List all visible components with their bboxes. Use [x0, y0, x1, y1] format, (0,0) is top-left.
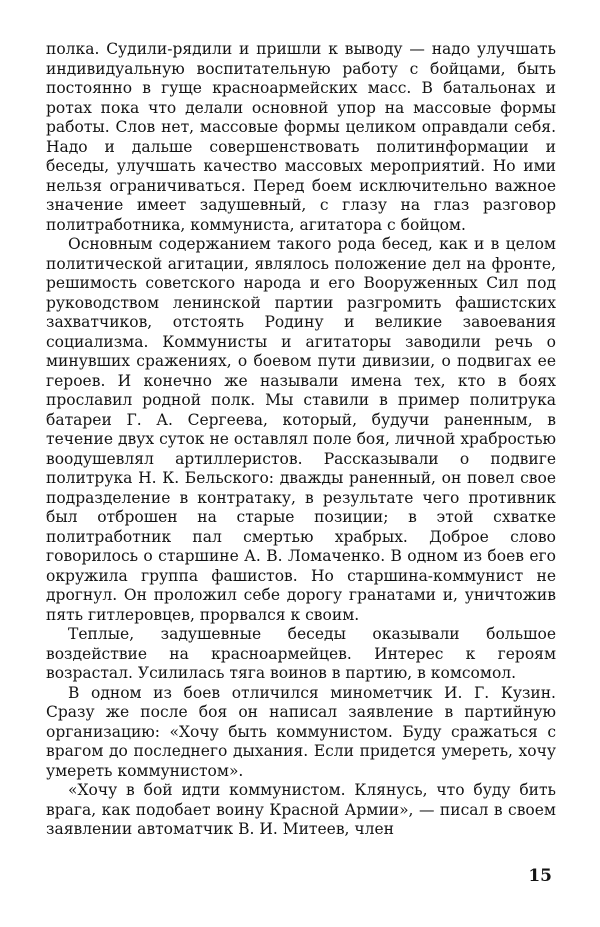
page-number: 15 [528, 866, 552, 886]
body-text [46, 40, 556, 840]
paragraph-1: полка. Судили-рядили и пришли к выводу — надо улучшать индивидуальную воспитательную работу с бойцами, быть постоянно в гуще красноармейских масс. В батальонах и ротах пока что делали основной упор на массовые формы работы. Слов нет, массовые формы целиком оправдали себя. Надо и дальше совершенствовать политинформации и беседы, улучшать качество массовых мероприятий. Но ими нельзя ограничиваться. Перед боем исключительно важное значение имеет задушевный, с глазу на глаз разговор политработника, коммуниста, агитатора с бойцом. [46, 40, 556, 234]
paragraph-5: «Хочу в бой идти коммунистом. Клянусь, что буду бить врага, как подобает воину Красной Армии», — писал в своем заявлении автоматчик В. И. Митеев, член [46, 781, 556, 838]
paragraph-3: Теплые, задушевные беседы оказывали большое воздействие на красноармейцев. Интерес к героям возрастал. Усилилась тяга воинов в партию, в комсомол. [46, 625, 556, 682]
paragraph-2: Основным содержанием такого рода бесед, как и в целом политической агитации, являлось положение дел на фронте, решимость советского народа и его Вооруженных Сил под руководством ленинской партии разгромить фашистских захватчиков, отстоять Родину и великие завоевания социализма. Коммунисты и агитаторы заводили речь о минувших сражениях, о боевом пути дивизии, о подвигах ее героев. И конечно же называли имена тех, кто в боях прославил родной полк. Мы ставили в пример политрука батареи Г. А. Сергеева, который, будучи раненным, в течение двух суток не оставлял поле боя, личной храбростью воодушевлял артиллеристов. Рассказывали о подвиге политрука Н. К. Бельского: дважды раненный, он повел свое подразделение в контратаку, в результате чего противник был отброшен на старые позиции; в этой схватке политработник пал смертью храбрых. Доброе слово говорилось о старшине А. В. Ломаченко. В одном из боев его окружила группа фашистов. Но старшина-коммунист не дрогнул. Он проложил себе дорогу гранатами и, уничтожив пять гитлеровцев, прорвался к своим. [46, 235, 556, 624]
paragraph-4: В одном из боев отличился минометчик И. Г. Кузин. Сразу же после боя он написал заявление в партийную организацию: «Хочу быть коммунистом. Буду сражаться с врагом до последнего дыхания. Если придется умереть, хочу умереть коммунистом». [46, 683, 556, 780]
